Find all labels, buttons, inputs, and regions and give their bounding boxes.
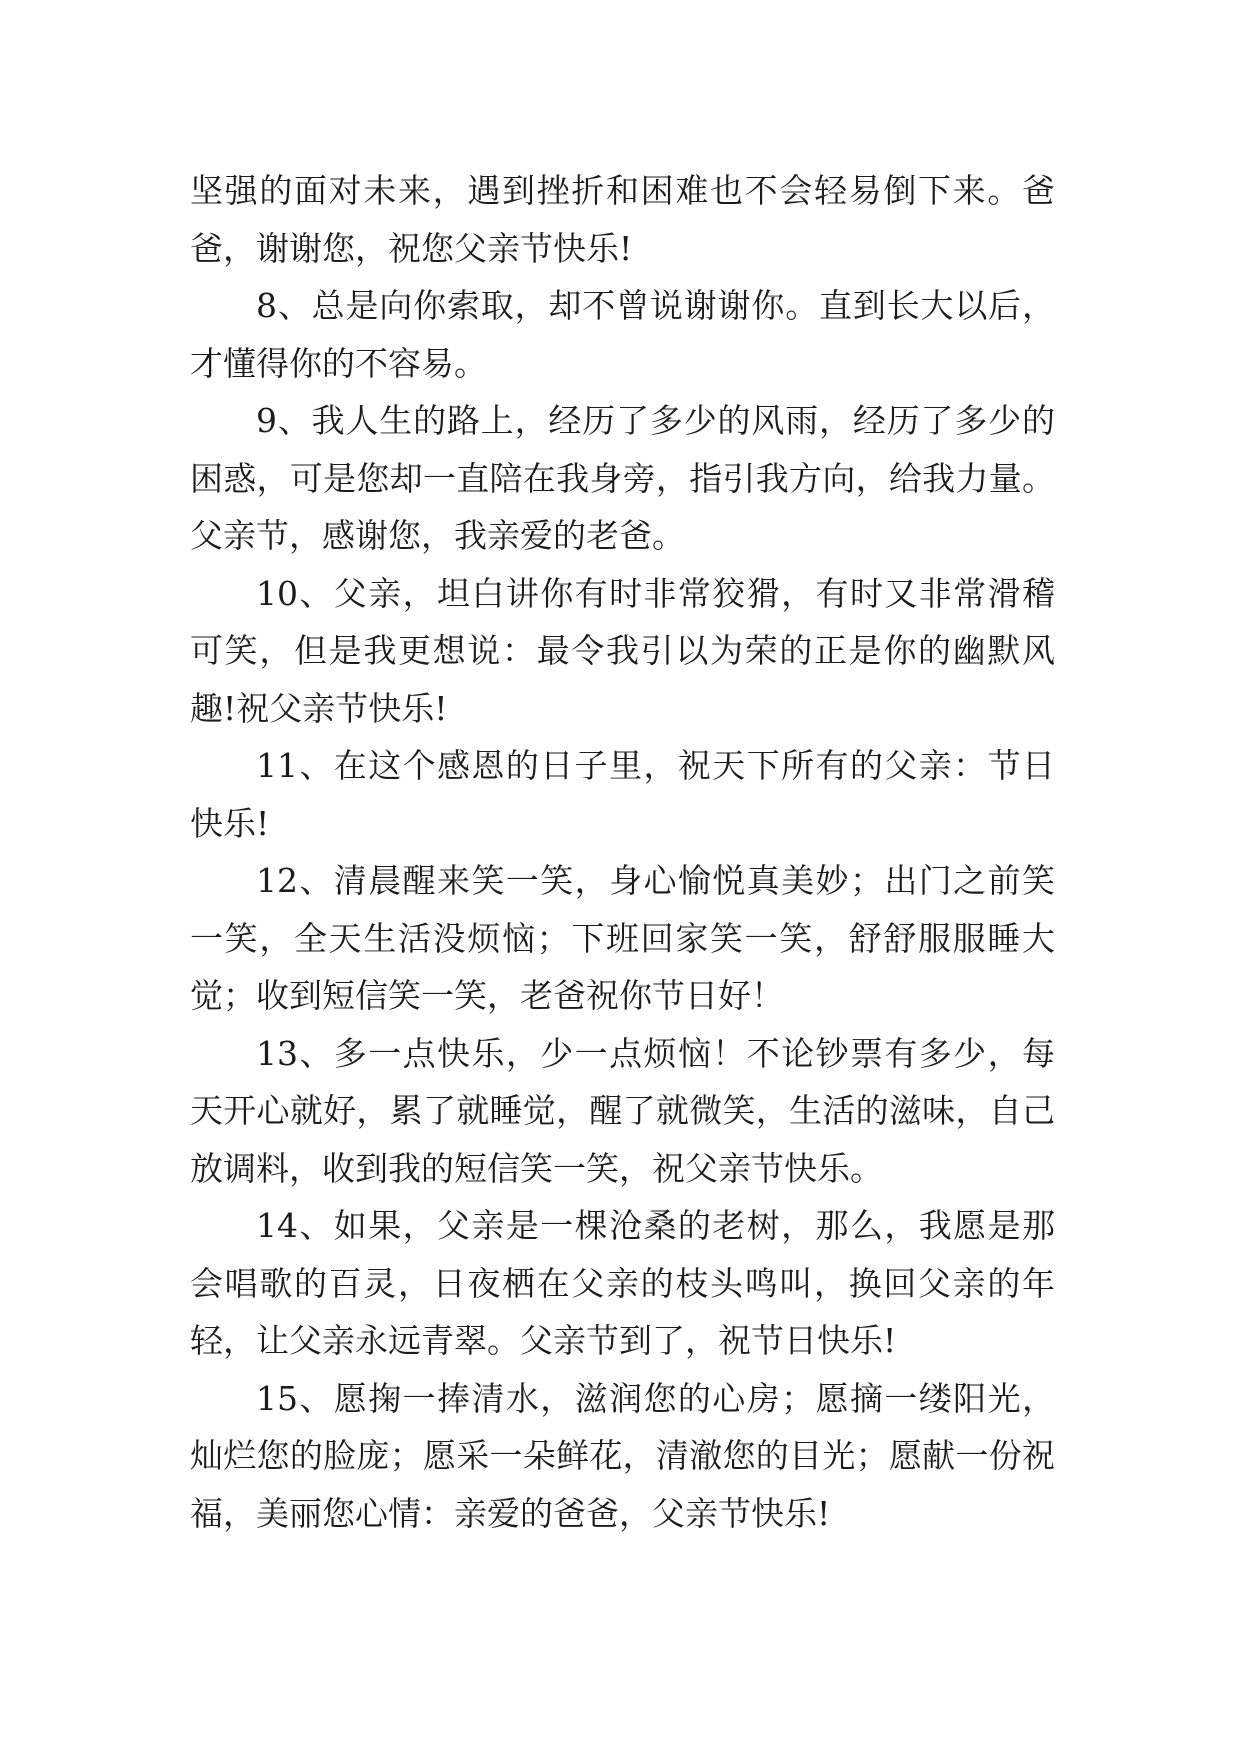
paragraph-continuation: 坚强的面对未来，遇到挫折和困难也不会轻易倒下来。爸爸，谢谢您，祝您父亲节快乐! (190, 171, 1055, 268)
paragraph-item-13: 13、多一点快乐，少一点烦恼！不论钞票有多少，每天开心就好，累了就睡觉，醒了就微笑，生活的滋味，自己放调料，收到我的短信笑一笑，祝父亲节快乐。 (190, 1033, 1055, 1188)
paragraph-item-8: 8、总是向你索取，却不曾说谢谢你。直到长大以后，才懂得你的不容易。 (190, 286, 1055, 383)
paragraph-item-12: 12、清晨醒来笑一笑，身心愉悦真美妙；出门之前笑一笑，全天生活没烦恼；下班回家笑一笑，舒舒服服睡大觉；收到短信笑一笑，老爸祝你节日好！ (190, 861, 1055, 1015)
document-body (190, 162, 1055, 1542)
paragraph-item-9: 9、我人生的路上，经历了多少的风雨，经历了多少的困惑，可是您却一直陪在我身旁，指引我方向，给我力量。父亲节，感谢您，我亲爱的老爸。 (190, 401, 1055, 555)
paragraph-item-15: 15、愿掬一捧清水，滋润您的心房；愿摘一缕阳光，灿烂您的脸庞；愿采一朵鲜花，清澈您的目光；愿献一份祝福，美丽您心情：亲爱的爸爸，父亲节快乐! (190, 1378, 1055, 1533)
paragraph-item-14: 14、如果，父亲是一棵沧桑的老树，那么，我愿是那会唱歌的百灵，日夜栖在父亲的枝头鸣叫，换回父亲的年轻，让父亲永远青翠。父亲节到了，祝节日快乐! (190, 1206, 1055, 1360)
paragraph-item-11: 11、在这个感恩的日子里，祝天下所有的父亲：节日快乐! (190, 746, 1055, 843)
paragraph-item-10: 10、父亲，坦白讲你有时非常狡猾，有时又非常滑稽可笑，但是我更想说：最令我引以为荣的正是你的幽默风趣!祝父亲节快乐! (190, 573, 1055, 728)
